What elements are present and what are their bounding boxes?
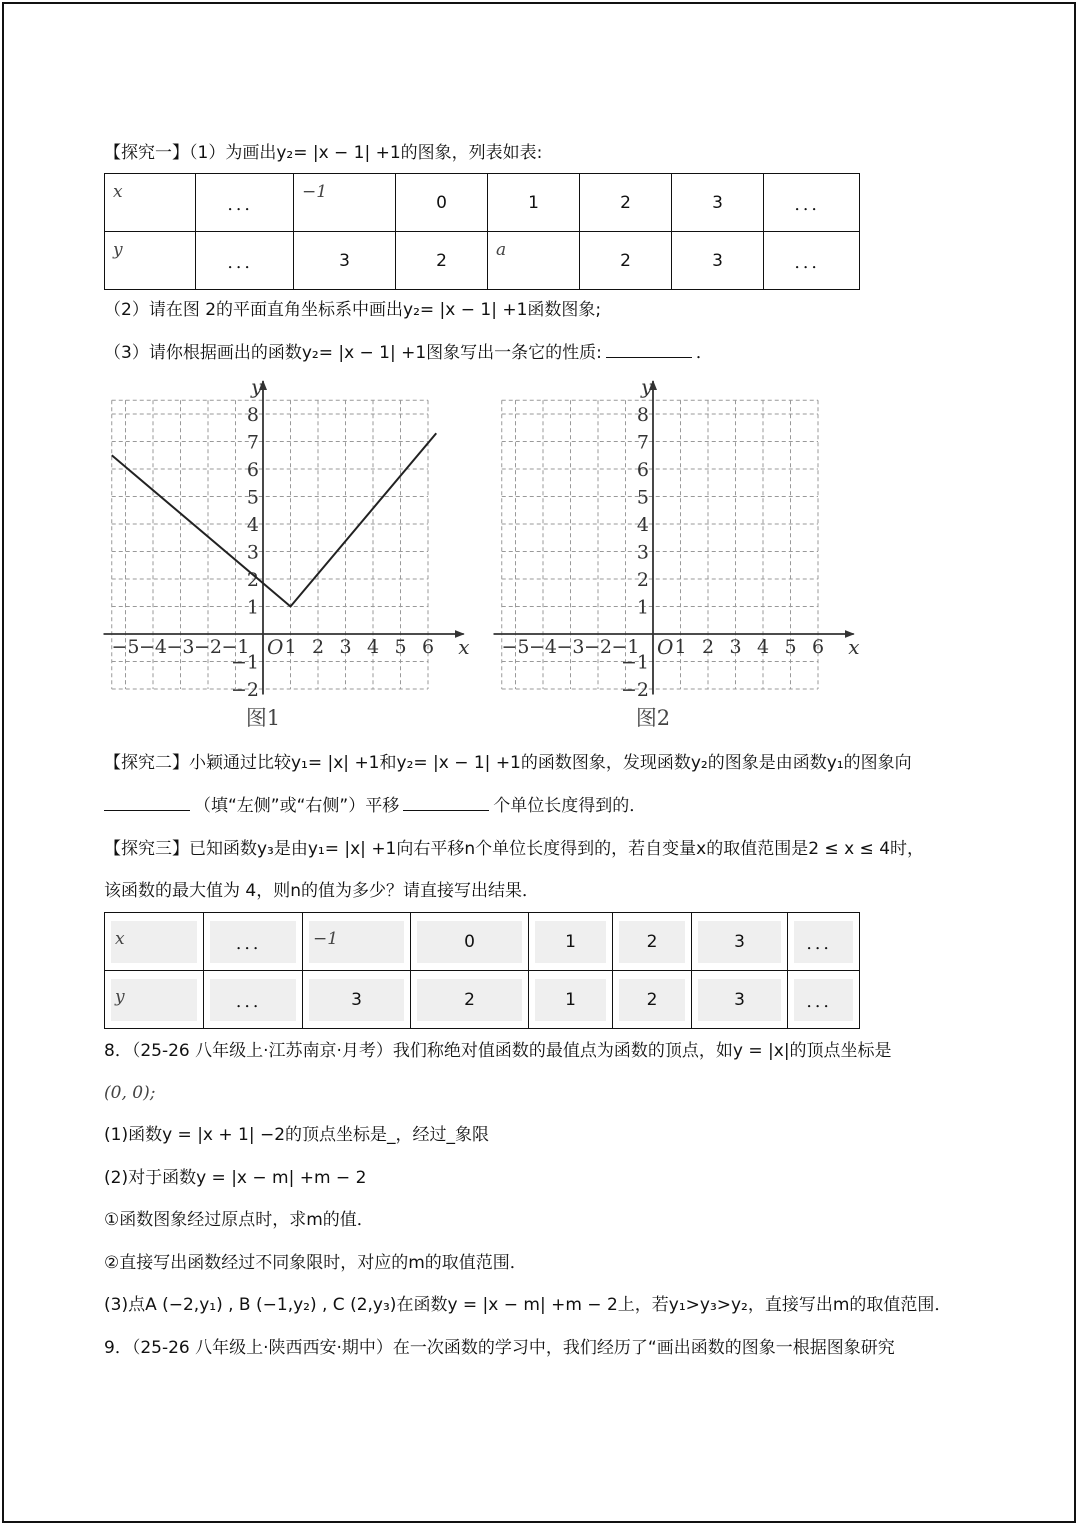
x-tick-label: −1 — [221, 636, 250, 658]
x-tick-label: 5 — [784, 636, 797, 658]
y-tick-label: 4 — [636, 514, 649, 536]
x-tick-label: 3 — [339, 636, 352, 658]
table-cell: ．．． — [788, 971, 860, 1029]
origin-label: O — [657, 635, 674, 659]
coordinate-figures — [0, 380, 1080, 740]
table-row-y — [105, 232, 860, 290]
y-tick-label: 2 — [246, 569, 259, 591]
figure-caption: 图1 — [245, 706, 281, 730]
x-tick-label: 6 — [811, 636, 825, 658]
x-axis-label: x — [848, 635, 860, 659]
x-axis-label: x — [458, 635, 470, 659]
y-tick-label: 4 — [246, 514, 259, 536]
explore1-table — [104, 173, 860, 290]
q8-line2: (0, 0); — [104, 1083, 156, 1103]
figure-1 — [104, 380, 470, 730]
answer-blank — [403, 796, 489, 811]
table-cell: y — [105, 971, 204, 1029]
x-tick-label: −4 — [138, 636, 168, 658]
table-cell: ．．． — [196, 232, 294, 290]
origin-label: O — [267, 635, 284, 659]
q8-line5: ①函数图象经过原点时，求m的值． — [104, 1210, 374, 1230]
table-cell: y — [105, 232, 196, 290]
explore2-line1: 【探究二】小颖通过比较y₁= |x| +1和y₂= |x − 1| +1的函数图象，发现函数y₂的图象是由函数y₁的图象向 — [104, 753, 912, 773]
x-tick-label: 4 — [756, 636, 770, 658]
x-tick-label: −1 — [611, 636, 640, 658]
table-cell: ．．． — [204, 913, 303, 971]
figure-caption: 图2 — [635, 706, 671, 730]
y-tick-label: 6 — [246, 459, 259, 481]
table-cell: 3 — [294, 232, 396, 290]
table-cell: 2 — [613, 971, 692, 1029]
table-cell: 2 — [411, 971, 529, 1029]
graph-line — [112, 433, 437, 606]
q8-line4: (2)对于函数y = |x − m| +m − 2 — [104, 1168, 367, 1188]
explore3-line2: 该函数的最大值为 4，则n的值为多少？请直接写出结果． — [104, 881, 539, 901]
table-cell: 2 — [580, 174, 672, 232]
explore2-text-b: 个单位长度得到的． — [493, 796, 647, 816]
q8-line3: (1)函数y = |x + 1| −2的顶点坐标是_，经过_象限 — [104, 1125, 490, 1145]
table-cell: ．．． — [196, 174, 294, 232]
x-tick-label: 4 — [366, 636, 380, 658]
x-tick-label: 5 — [394, 636, 407, 658]
table-cell: 3 — [692, 913, 788, 971]
table-cell: −1 — [303, 913, 411, 971]
explore3-table — [104, 912, 860, 1029]
y-tick-label: 1 — [246, 596, 259, 619]
x-tick-label: −5 — [111, 636, 140, 658]
x-tick-label: −4 — [528, 636, 558, 658]
y-tick-label: 2 — [636, 569, 649, 591]
table-row-x — [105, 174, 860, 232]
x-tick-label: 6 — [421, 636, 435, 658]
table-cell: ．．． — [764, 174, 860, 232]
table-cell: 1 — [488, 174, 580, 232]
figure-2 — [494, 380, 860, 730]
y-tick-label: 5 — [246, 486, 259, 509]
y-tick-label: −2 — [620, 679, 649, 701]
table-cell: x — [105, 913, 204, 971]
y-axis-label: y — [641, 380, 653, 399]
y-tick-label: 8 — [636, 404, 649, 426]
table-cell: 2 — [580, 232, 672, 290]
q8-line1: 8．（25-26 八年级上·江苏南京·月考）我们称绝对值函数的最值点为函数的顶点，如y = |x|的顶点坐标是 — [104, 1041, 892, 1061]
table-cell: 0 — [411, 913, 529, 971]
x-tick-label: −3 — [166, 636, 195, 658]
y-tick-label: 8 — [246, 404, 259, 426]
table-cell: 0 — [396, 174, 488, 232]
table-cell: 2 — [396, 232, 488, 290]
explore2-line2 — [104, 795, 646, 817]
y-tick-label: −1 — [620, 651, 649, 674]
y-axis-label: y — [251, 380, 263, 399]
x-tick-label: −3 — [556, 636, 585, 658]
q8-line7: (3)点A (−2,y₁) , B (−1,y₂) , C (2,y₃)在函数y = |x − m| +m − 2上，若y₁>y₃>y₂，直接写出m的取值范围． — [104, 1295, 952, 1315]
table-cell: 3 — [672, 232, 764, 290]
y-tick-label: 1 — [636, 596, 649, 619]
table-cell: ．．． — [764, 232, 860, 290]
answer-blank — [606, 343, 692, 358]
x-tick-label: 2 — [311, 636, 325, 658]
x-tick-label: 1 — [674, 636, 687, 658]
y-tick-label: 7 — [246, 431, 259, 454]
x-tick-label: 1 — [284, 636, 297, 658]
y-tick-label: −1 — [230, 651, 259, 674]
q8-line6: ②直接写出函数经过不同象限时，对应的m的取值范围． — [104, 1253, 527, 1273]
explore3-line1: 【探究三】已知函数y₃是由y₁= |x| +1向右平移n个单位长度得到的，若自变量x的取值范围是2 ≤ x ≤ 4时， — [104, 839, 925, 859]
table-row-x — [105, 913, 860, 971]
x-tick-label: 2 — [701, 636, 715, 658]
explore1-intro: 【探究一】（1）为画出y₂= |x − 1| +1的图象，列表如表: — [104, 143, 543, 163]
explore1-q2: （2）请在图 2的平面直角坐标系中画出y₂= |x − 1| +1函数图象; — [104, 300, 602, 320]
table-cell: 1 — [529, 971, 613, 1029]
table-cell: 3 — [692, 971, 788, 1029]
answer-blank — [104, 796, 190, 811]
y-tick-label: 6 — [636, 459, 649, 481]
q3-text: （3）请你根据画出的函数y₂= |x − 1| +1图象写出一条它的性质: — [104, 343, 602, 363]
explore1-q3 — [104, 342, 713, 364]
table-cell: x — [105, 174, 196, 232]
x-tick-label: −5 — [501, 636, 530, 658]
table-cell: 2 — [613, 913, 692, 971]
x-tick-label: 3 — [729, 636, 742, 658]
x-tick-label: −2 — [583, 636, 613, 658]
explore2-text-a: （填“左侧”或“右侧”）平移 — [194, 796, 400, 816]
table-cell: 3 — [303, 971, 411, 1029]
y-tick-label: 7 — [636, 431, 649, 454]
table-cell: a — [488, 232, 580, 290]
x-tick-label: −2 — [193, 636, 223, 658]
table-cell: ．．． — [788, 913, 860, 971]
y-tick-label: 3 — [246, 541, 259, 564]
q3-end: ． — [695, 343, 713, 363]
y-tick-label: 5 — [636, 486, 649, 509]
table-cell: ．．． — [204, 971, 303, 1029]
q9-line1: 9．（25-26 八年级上·陕西西安·期中）在一次函数的学习中，我们经历了“画出函数的图象一根据图象研究 — [104, 1338, 895, 1358]
table-cell: 3 — [672, 174, 764, 232]
y-tick-label: −2 — [230, 679, 259, 701]
table-row-y — [105, 971, 860, 1029]
table-cell: −1 — [294, 174, 396, 232]
table-cell: 1 — [529, 913, 613, 971]
y-tick-label: 3 — [636, 541, 649, 564]
